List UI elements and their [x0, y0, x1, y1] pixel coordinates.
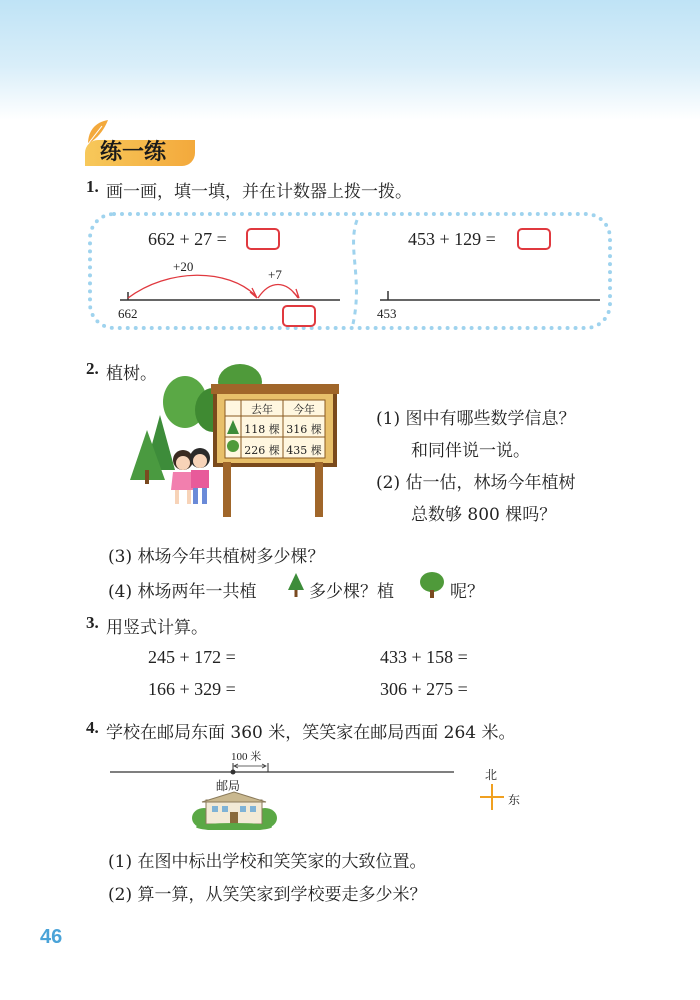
q1-left-expression: 662 + 27 = — [148, 229, 227, 249]
compass-east-label: 东 — [508, 793, 521, 807]
q2-sub2-line1: (2) 估一估，林场今年植树 — [376, 473, 576, 493]
board-col1-header: 去年 — [251, 403, 273, 416]
board-r1c1: 118 棵 — [244, 423, 280, 436]
q1-right-number-line — [378, 288, 603, 304]
q1-text: 画一画，填一填，并在计数器上拨一拨。 — [106, 182, 412, 202]
q2-sub4-part-c: 呢？ — [450, 582, 484, 602]
compass-north-label: 北 — [485, 768, 498, 782]
q3-number: 3. — [86, 613, 99, 632]
q4-sub1: (1) 在图中标出学校和笑笑家的大致位置。 — [108, 852, 427, 872]
q2-sub1-line1: (1) 图中有哪些数学信息？ — [376, 409, 576, 429]
q4-text: 学校在邮局东面 360 米，笑笑家在邮局西面 264 米。 — [106, 723, 516, 743]
board-r1c2: 316 棵 — [286, 423, 322, 436]
q1-number: 1. — [86, 177, 99, 196]
q1-left-answer-box[interactable] — [246, 228, 280, 250]
q2-sub2-line2: 总数够 800 棵吗？ — [411, 505, 557, 525]
round-tree-icon — [418, 571, 446, 599]
q2-title: 植树。 — [106, 364, 157, 384]
q2-sub4-part-a: (4) 林场两年一共植 — [108, 582, 257, 602]
q1-right-start-label: 453 — [377, 306, 397, 321]
q2-sub4-part-b: 多少棵？植 — [309, 582, 394, 602]
q3-item-2: 433 + 158 = — [380, 647, 468, 667]
q4-sub2: (2) 算一算，从笑笑家到学校要走多少米？ — [108, 885, 427, 905]
q1-jump2-label: +7 — [268, 267, 282, 282]
q2-sub1-line2: 和同伴说一说。 — [411, 441, 530, 461]
q3-item-1: 245 + 172 = — [148, 647, 236, 667]
q1-left-number-line — [118, 270, 348, 310]
page-number: 46 — [40, 926, 63, 948]
section-title: 练一练 — [100, 140, 167, 165]
q4-number: 4. — [86, 718, 99, 737]
q3-title: 用竖式计算。 — [106, 618, 208, 638]
q1-divider — [345, 218, 365, 326]
pine-tree-icon — [287, 572, 305, 598]
q4-post-office-label: 邮局 — [216, 779, 241, 793]
q1-jump1-label: +20 — [173, 259, 194, 274]
q4-map-line — [108, 755, 458, 777]
compass-icon — [478, 782, 506, 812]
q1-left-line-answer-box[interactable] — [282, 305, 316, 327]
post-office-building — [192, 790, 277, 830]
header-band — [0, 0, 700, 120]
tree-planting-illustration — [125, 360, 345, 520]
q2-number: 2. — [86, 359, 99, 378]
q1-left-start-label: 662 — [118, 306, 138, 321]
q1-right-answer-box[interactable] — [517, 228, 551, 250]
board-r2c1: 226 棵 — [244, 444, 280, 457]
q4-scale-label: 100 米 — [231, 751, 262, 763]
q2-sub3: (3) 林场今年共植树多少棵？ — [108, 547, 325, 567]
board-col2-header: 今年 — [293, 403, 315, 416]
q3-item-3: 166 + 329 = — [148, 679, 236, 699]
board-r2c2: 435 棵 — [286, 444, 322, 457]
q1-right-expression: 453 + 129 = — [408, 229, 496, 249]
q3-item-4: 306 + 275 = — [380, 679, 468, 699]
